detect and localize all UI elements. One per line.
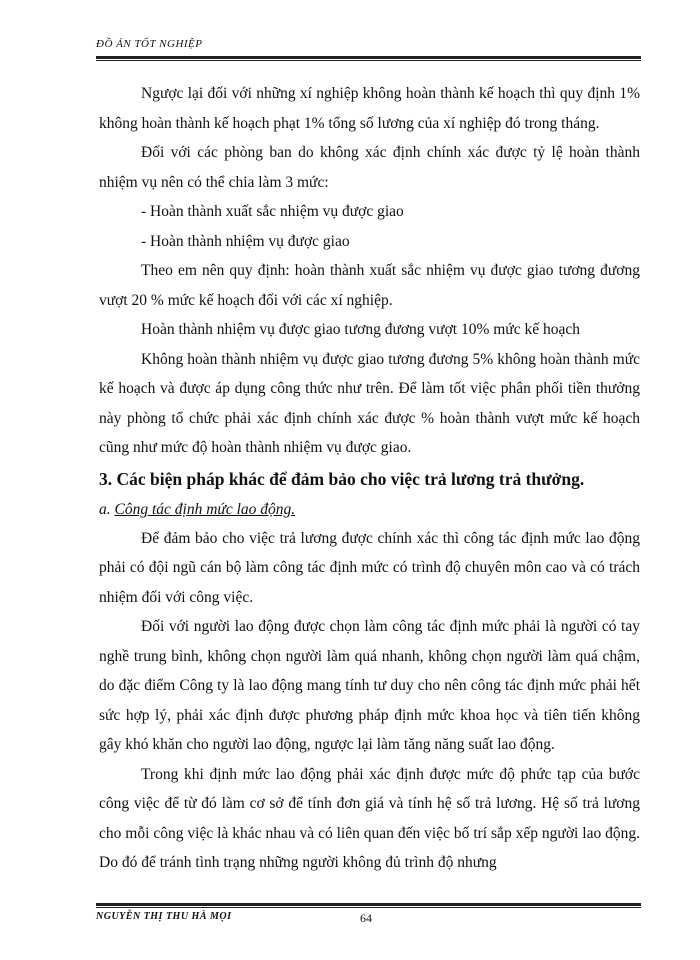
document-body <box>99 79 640 878</box>
header-rule <box>96 56 641 59</box>
paragraph: Đối với các phòng ban do không xác định chính xác được tỷ lệ hoàn thành nhiệm vụ nên có thể chia làm 3 mức: <box>99 144 640 191</box>
paragraph: Theo em nên quy định: hoàn thành xuất sắc nhiệm vụ được giao tương đương vượt 20 % mức kế hoạch đối với các xí nghiệp. <box>99 262 640 309</box>
paragraph: Trong khi định mức lao động phải xác định được mức độ phức tạp của bước công việc để từ đó làm cơ sở để tính đơn giá và tính hệ số trả lương. Hệ số trả lương cho mỗi công việc là khác nhau và có liên quan đến việc bố trí sắp xếp người lao động. Do đó để tránh tình trạng những người không đủ trình độ nhưng <box>99 765 640 871</box>
paragraph: Hoàn thành nhiệm vụ được giao tương đương vượt 10% mức kế hoạch <box>141 321 580 338</box>
paragraph: Đối với người lao động được chọn làm công tác định mức phải là người có tay nghề trung bình, không chọn người làm quá nhanh, không chọn người làm quá chậm, do đặc điểm Công ty là lao động mang tính tư duy cho nên công tác định mức phải hết sức hợp lý, phải xác định được phương pháp định mức khoa học và tiên tiến không gây khó khăn cho người lao động, ngược lại làm tăng năng suất lao động. <box>99 618 640 753</box>
paragraph: Ngược lại đối với những xí nghiệp không hoàn thành kế hoạch thì quy định 1% không hoàn thành kế hoạch phạt 1% tổng số lương của xí nghiệp đó trong tháng. <box>99 85 640 132</box>
paragraph-group-1 <box>99 79 640 463</box>
footer-author: NGUYỄN THỊ THU HÀ MỌI <box>96 911 232 922</box>
header-title: ĐỒ ÁN TỐT NGHIỆP <box>96 38 203 50</box>
subheading <box>99 496 640 524</box>
paragraph: Để đảm bảo cho việc trả lương được chính xác thì công tác định mức lao động phải có đội ngũ cán bộ làm công tác định mức có trình độ chuyên môn cao và có trách nhiệm đối với công việc. <box>99 529 640 606</box>
paragraph-group-2 <box>99 524 640 878</box>
page-footer <box>96 903 641 928</box>
subheading-letter: a. <box>99 500 111 518</box>
page-number: 64 <box>360 911 372 925</box>
page-header <box>96 38 641 61</box>
paragraph: - Hoàn thành xuất sắc nhiệm vụ được giao <box>141 203 404 220</box>
subheading-title: Công tác định mức lao động. <box>114 500 296 518</box>
paragraph: Không hoàn thành nhiệm vụ được giao tương đương 5% không hoàn thành mức kế hoạch và được áp dụng công thức như trên. Để làm tốt việc phân phối tiền thưởng này phòng tổ chức phải xác định chính xác được % hoàn thành vượt mức kế hoạch cũng như mức độ hoàn thành nhiệm vụ được giao. <box>99 350 640 456</box>
paragraph: - Hoàn thành nhiệm vụ được giao <box>141 232 350 250</box>
header-rule-thin <box>96 60 641 61</box>
section-heading: 3. Các biện pháp khác để đảm bảo cho việc trả lương trả thưởng. <box>99 468 585 489</box>
footer-rule <box>96 903 641 906</box>
